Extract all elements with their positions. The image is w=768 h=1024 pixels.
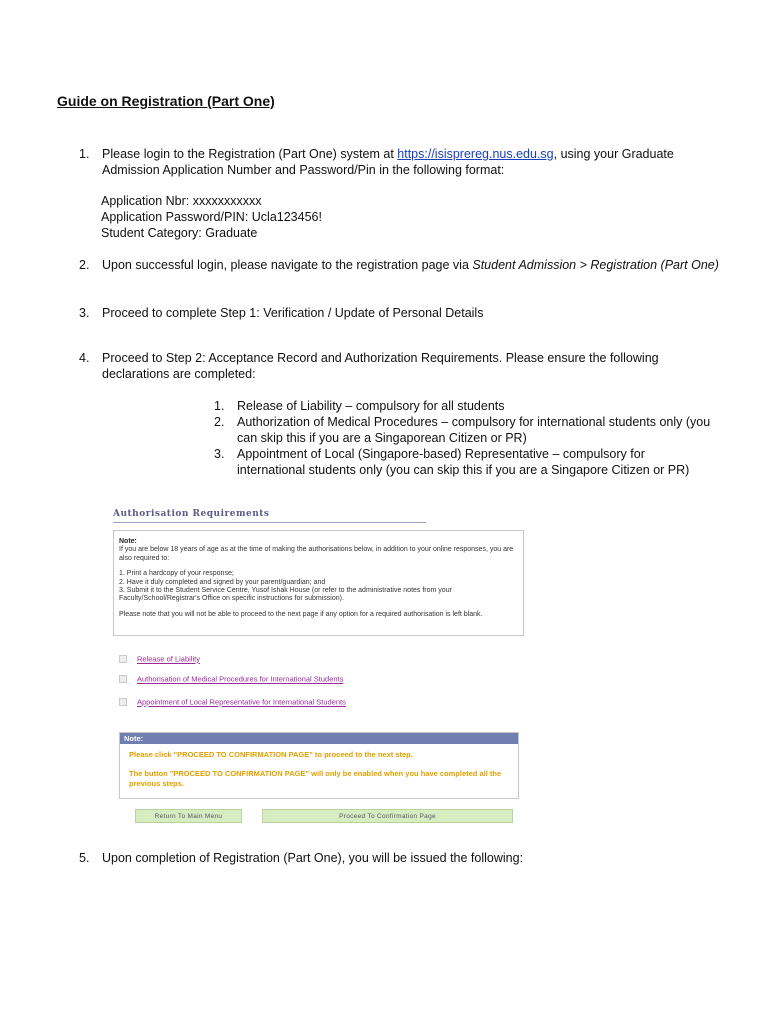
declaration-list	[214, 398, 714, 478]
declaration-item	[214, 414, 714, 446]
step-text-part: Upon successful login, please navigate to the registration page via	[102, 258, 473, 272]
note-intro: If you are below 18 years of age as at the time of making the authorisations below, in addition to your online responses, you are also required to:	[119, 546, 514, 562]
step-text-part: Please login to the Registration (Part One) system at	[102, 147, 398, 161]
note-item: 3. Submit it to the Student Service Centre, Yusof Ishak House (or refer to the administrative notes from your Faculty/School/Registrar's Office on specific instructions for submission).	[119, 587, 452, 603]
declaration-number: 1.	[214, 399, 225, 413]
login-format	[101, 193, 322, 241]
step-number: 3.	[79, 306, 90, 320]
declaration-link-label[interactable]: Appointment of Local Representative for International Students	[137, 697, 346, 707]
checkbox-icon	[119, 698, 127, 706]
confirmation-note-box	[119, 732, 519, 799]
declaration-link-representative[interactable]	[119, 697, 346, 707]
checkbox-icon	[119, 655, 127, 663]
step-2	[79, 257, 719, 273]
proceed-to-confirmation-button[interactable]: Proceed To Confirmation Page	[262, 809, 513, 823]
declaration-item	[214, 398, 714, 414]
step-number: 5.	[79, 851, 90, 865]
return-to-main-menu-button[interactable]: Return To Main Menu	[135, 809, 242, 823]
declaration-text: Release of Liability – compulsory for all students	[237, 399, 505, 413]
format-line: Application Password/PIN: Ucla123456!	[101, 210, 322, 224]
navigation-path: Student Admission > Registration (Part One)	[472, 258, 719, 272]
declaration-link-label[interactable]: Authorisation of Medical Procedures for International Students	[137, 674, 344, 684]
step-4	[79, 350, 719, 382]
declaration-link-label[interactable]: Release of Liability	[137, 654, 200, 664]
declaration-text: Authorization of Medical Procedures – compulsory for international students only (you can skip this if you are a Singaporean Citizen or PR)	[237, 415, 711, 445]
step-number: 2.	[79, 258, 90, 272]
note-instruction: The button "PROCEED TO CONFIRMATION PAGE" will only be enabled when you have completed all the previous steps.	[129, 769, 502, 788]
step-text-part: , using your Graduate Admission Application Number and Password/Pin in the following format:	[102, 147, 674, 177]
note-item: 2. Have it duly completed and signed by your parent/guardian; and	[119, 578, 326, 586]
step-text	[102, 257, 719, 273]
declaration-number: 2.	[214, 415, 225, 429]
declaration-number: 3.	[214, 447, 225, 461]
note-label: Note:	[119, 538, 137, 545]
declaration-item	[214, 446, 714, 478]
declaration-link-medical[interactable]	[119, 674, 343, 684]
step-5	[79, 850, 719, 866]
step-text: Proceed to Step 2: Acceptance Record and Authorization Requirements. Please ensure the following declarations are completed:	[102, 351, 659, 381]
note-instruction: Please click "PROCEED TO CONFIRMATION PAGE" to proceed to the next step.	[129, 750, 413, 759]
step-text	[102, 146, 719, 178]
spacer	[119, 604, 518, 611]
document-title: Guide on Registration (Part One)	[57, 93, 275, 109]
format-line: Student Category: Graduate	[101, 226, 258, 240]
note-item: 1. Print a hardcopy of your response;	[119, 570, 234, 578]
step-number: 4.	[79, 351, 90, 365]
note-header: Note:	[120, 733, 518, 744]
authorisation-note-box	[113, 530, 524, 636]
checkbox-icon	[119, 675, 127, 683]
step-text: Proceed to complete Step 1: Verification / Update of Personal Details	[102, 306, 484, 320]
spacer	[119, 563, 518, 570]
screenshot-heading: Authorisation Requirements	[113, 509, 270, 519]
note-warning: Please note that you will not be able to proceed to the next page if any option for a required authorisation is left blank.	[119, 610, 483, 618]
screenshot-divider	[113, 522, 426, 523]
declaration-text: Appointment of Local (Singapore-based) Representative – compulsory for international students only (you can skip this if you are a Singapore Citizen or PR)	[237, 447, 690, 477]
step-3	[79, 305, 719, 321]
step-1	[79, 146, 719, 178]
format-line: Application Nbr: xxxxxxxxxxx	[101, 194, 262, 208]
step-number: 1.	[79, 147, 90, 161]
step-text: Upon completion of Registration (Part One), you will be issued the following:	[102, 851, 524, 865]
registration-link[interactable]: https://isisprereg.nus.edu.sg	[397, 147, 554, 161]
declaration-link-release[interactable]	[119, 654, 200, 664]
